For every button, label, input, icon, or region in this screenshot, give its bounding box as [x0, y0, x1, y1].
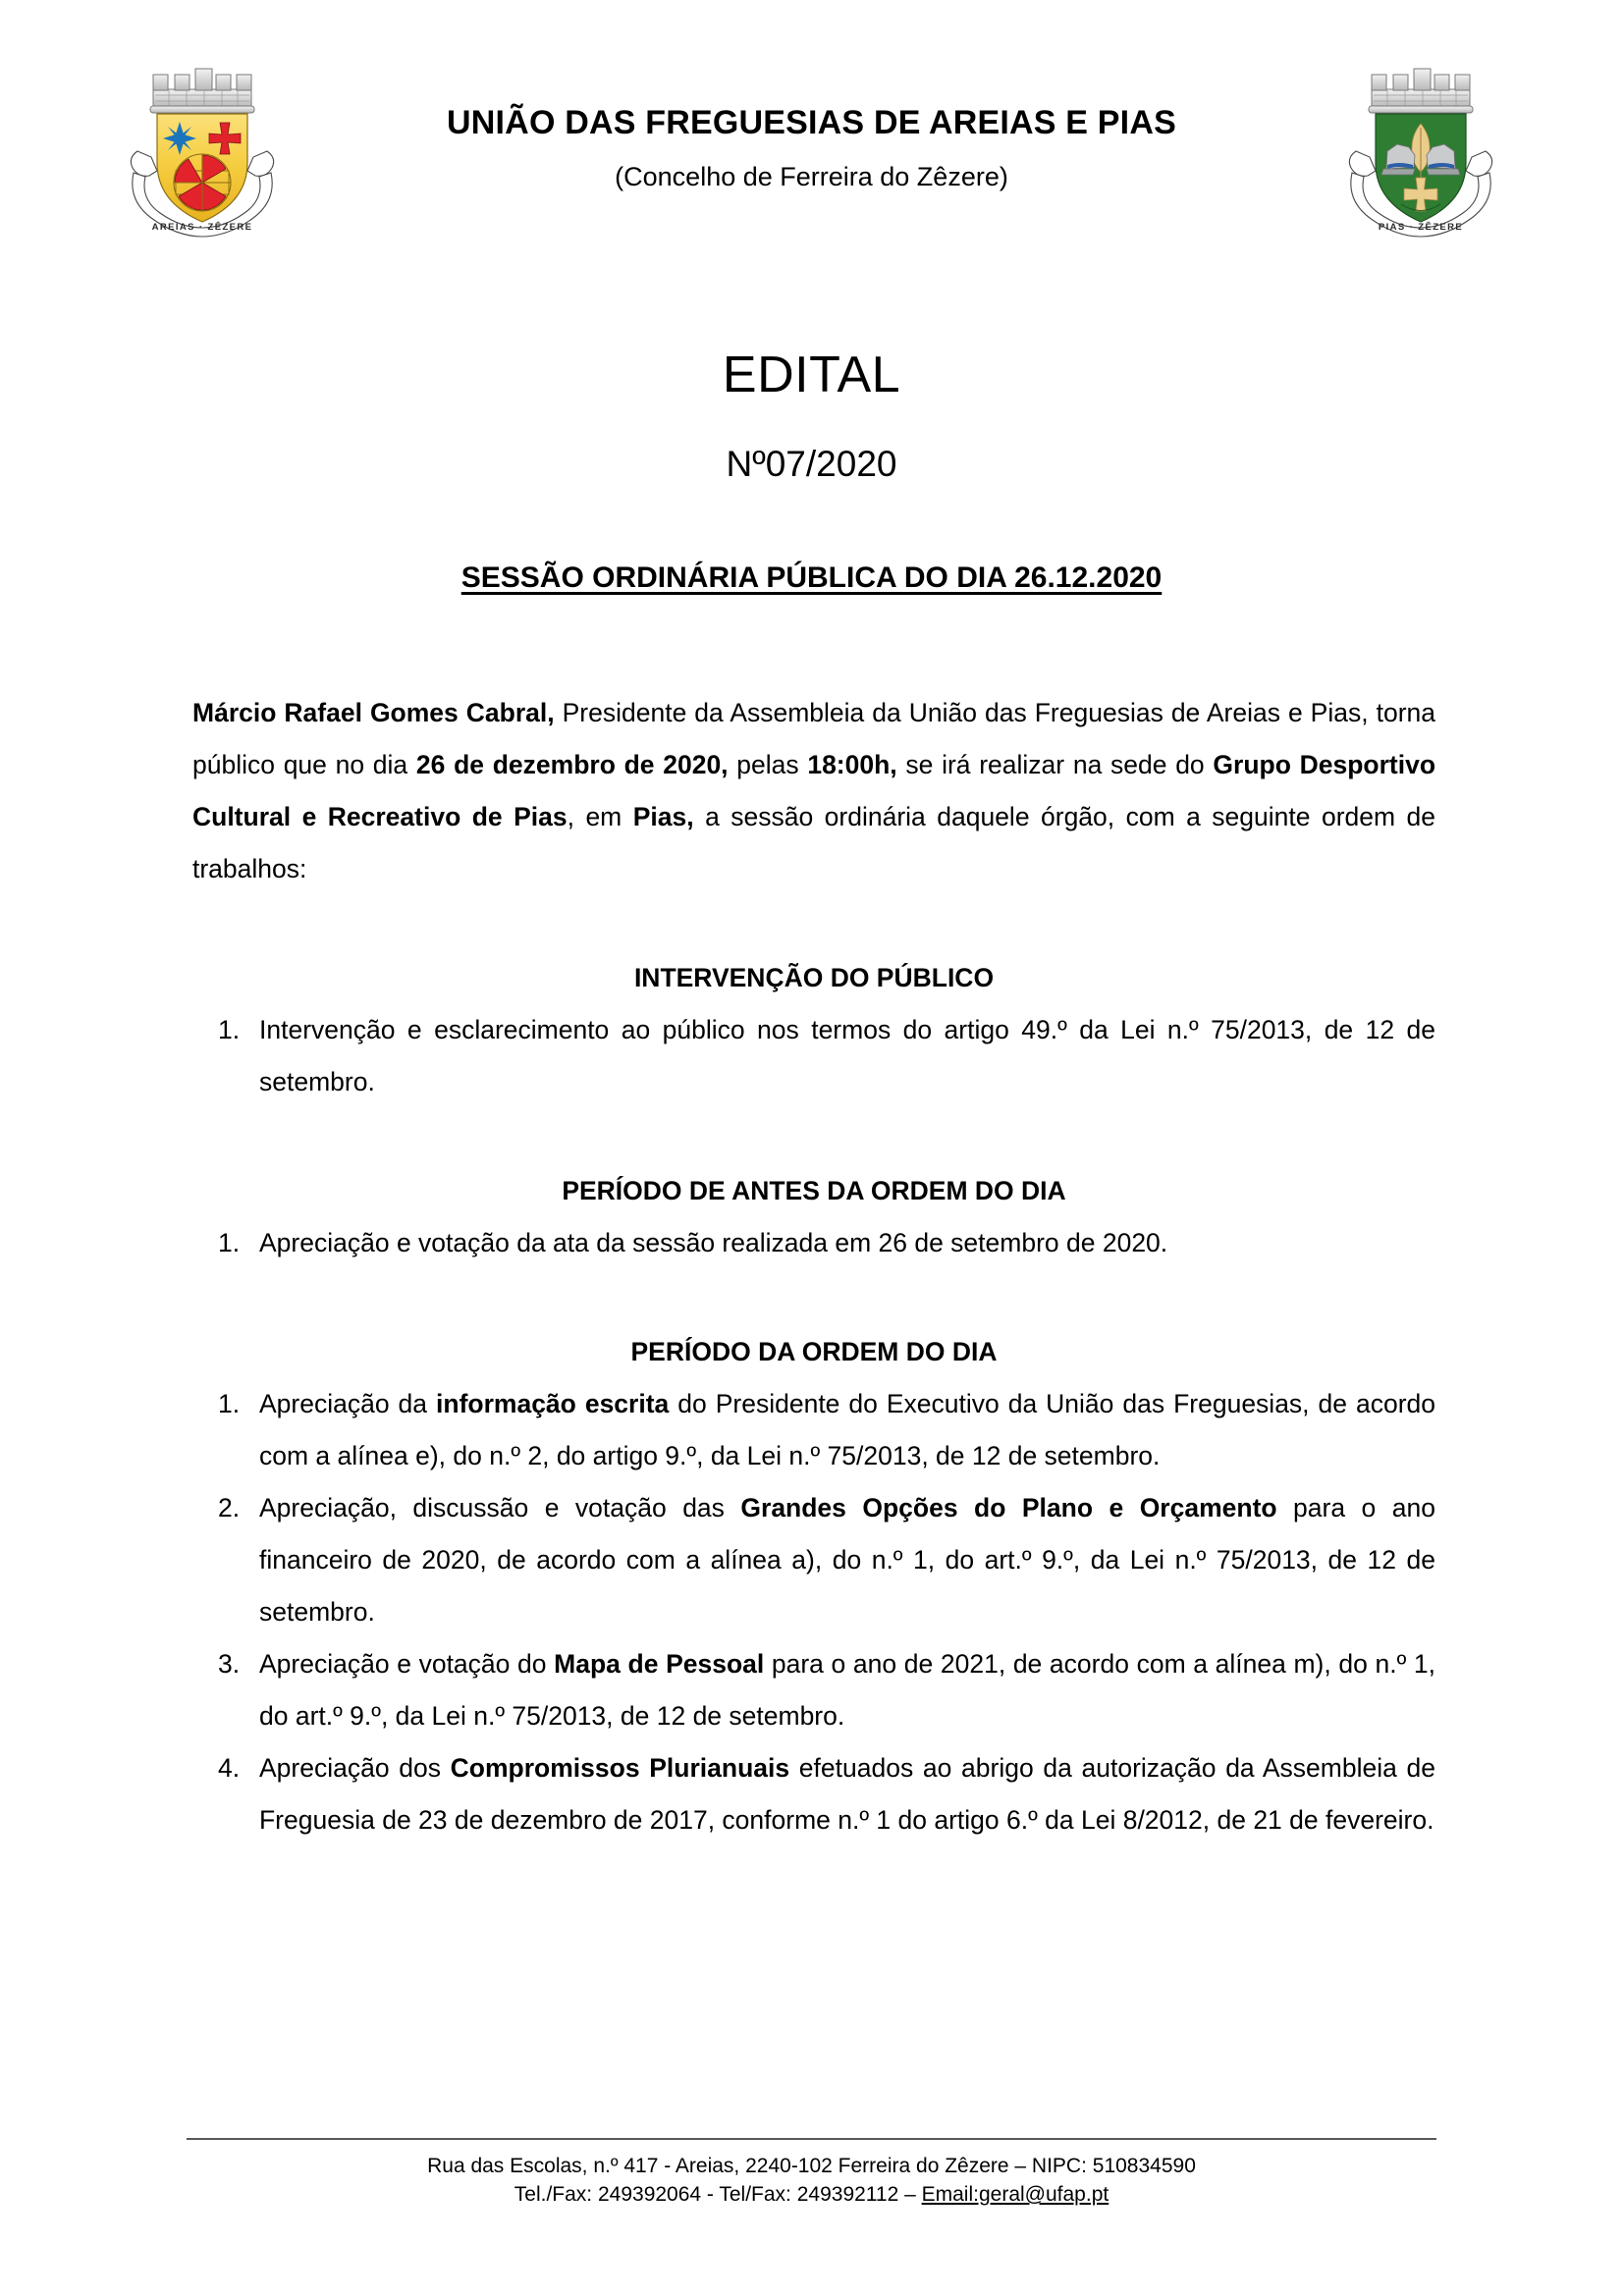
- section-ordem-dia: [192, 1326, 1435, 1846]
- session-title-text: SESSÃO ORDINÁRIA PÚBLICA DO DIA 26.12.2020: [460, 561, 1163, 594]
- session-locality: Pias,: [632, 802, 694, 831]
- spacer: [192, 1269, 1435, 1326]
- session-venue: Grupo Desportivo Cultural e Recreativo de Pias: [192, 750, 1436, 831]
- footer-phone-text: Tel./Fax: 249392064 - Tel/Fax: 249392112 –: [514, 2183, 922, 2207]
- spacer: [192, 1108, 1435, 1165]
- session-date: 26 de dezembro de 2020,: [415, 750, 729, 779]
- header-title-block: [287, 57, 1336, 192]
- document-body: [192, 687, 1435, 1846]
- intro-text-4: , em: [567, 802, 633, 831]
- list-item: [192, 1742, 1435, 1846]
- list-item-pre: Apreciação, discussão e votação das: [259, 1493, 741, 1522]
- section-intervencao-publico: [192, 952, 1435, 1108]
- organization-title: UNIÃO DAS FREGUESIAS DE AREIAS E PIAS: [447, 104, 1176, 141]
- document-footer: [187, 2138, 1436, 2210]
- list-item-text: Intervenção e esclarecimento ao público nos termos do artigo 49.º da Lei n.º 75/2013, de 12 de setembro.: [259, 1015, 1435, 1096]
- footer-contact-line: [187, 2181, 1436, 2210]
- list-item-post: para o ano de 2021, de acordo com a alínea m), do n.º 1, do art.º 9.º, da Lei n.º 75/2013, de 12 de setembro.: [259, 1649, 1435, 1731]
- list-item-emphasis: informação escrita: [436, 1389, 670, 1418]
- document-number: Nº07/2020: [726, 444, 897, 484]
- list-item-text: Apreciação e votação da ata da sessão realizada em 26 de setembro de 2020.: [259, 1228, 1168, 1257]
- list-item: [192, 1217, 1435, 1269]
- document-title: EDITAL: [722, 347, 901, 403]
- section-item-list: [192, 1378, 1435, 1846]
- section-heading: INTERVENÇÃO DO PÚBLICO: [633, 963, 995, 992]
- footer-address-line: Rua das Escolas, n.º 417 - Areias, 2240-102 Ferreira do Zêzere – NIPC: 510834590: [427, 2155, 1196, 2178]
- pias-coat-of-arms: [1336, 57, 1505, 239]
- list-item-emphasis: Grandes Opções do Plano e Orçamento: [740, 1493, 1277, 1522]
- section-item-list: [192, 1004, 1435, 1108]
- list-item-pre: Apreciação dos: [259, 1753, 451, 1783]
- section-antes-ordem-dia: [192, 1165, 1435, 1269]
- list-item: [192, 1378, 1435, 1482]
- section-heading: PERÍODO DA ORDEM DO DIA: [630, 1337, 998, 1366]
- section-heading: PERÍODO DE ANTES DA ORDEM DO DIA: [562, 1176, 1066, 1205]
- list-item-pre: Apreciação e votação do: [259, 1649, 555, 1679]
- intro-text-5: a sessão ordinária daquele órgão, com a seguinte ordem de trabalhos:: [192, 802, 1435, 883]
- intro-text-3: se irá realizar na sede do: [896, 750, 1214, 779]
- session-time: 18:00h,: [807, 750, 897, 779]
- svg-text:AREIAS · ZÊZERE: AREIAS · ZÊZERE: [151, 222, 253, 233]
- organization-subtitle: (Concelho de Ferreira do Zêzere): [615, 162, 1008, 192]
- list-item-emphasis: Compromissos Plurianuais: [450, 1753, 790, 1783]
- list-item-pre: Apreciação da: [259, 1389, 437, 1418]
- intro-text-1: Presidente da Assembleia da União das Freguesias de Areias e Pias, torna público que no dia: [192, 698, 1435, 779]
- list-item-emphasis: Mapa de Pessoal: [554, 1649, 765, 1679]
- list-item: [192, 1482, 1435, 1638]
- intro-text-2: pelas: [728, 750, 808, 779]
- list-item: [192, 1004, 1435, 1108]
- footer-email-link[interactable]: Email:geral@ufap.pt: [921, 2183, 1109, 2207]
- intro-paragraph: [192, 687, 1435, 895]
- areias-coat-of-arms: [118, 57, 287, 239]
- list-item-post: efetuados ao abrigo da autorização da Assembleia de Freguesia de 23 de dezembro de 2017, conforme n.º 1 do artigo 6.º da Lei 8/2012, de 21 de fevereiro.: [259, 1753, 1436, 1835]
- list-item-post: para o ano financeiro de 2020, de acordo com a alínea a), do n.º 1, do art.º 9.º, da Lei n.º 75/2013, de 12 de setembro.: [259, 1493, 1435, 1627]
- list-item: [192, 1638, 1435, 1742]
- document-header: [118, 57, 1505, 239]
- section-item-list: [192, 1217, 1435, 1269]
- spacer: [192, 895, 1435, 952]
- list-item-post: do Presidente do Executivo da União das Freguesias, de acordo com a alínea e), do n.º 2, do artigo 9.º, da Lei n.º 75/2013, de 12 de setembro.: [259, 1389, 1436, 1470]
- session-title: [0, 561, 1623, 595]
- footer-divider: [187, 2138, 1436, 2140]
- svg-text:PIAS · ZÊZERE: PIAS · ZÊZERE: [1378, 222, 1464, 233]
- president-name: Márcio Rafael Gomes Cabral,: [192, 698, 555, 727]
